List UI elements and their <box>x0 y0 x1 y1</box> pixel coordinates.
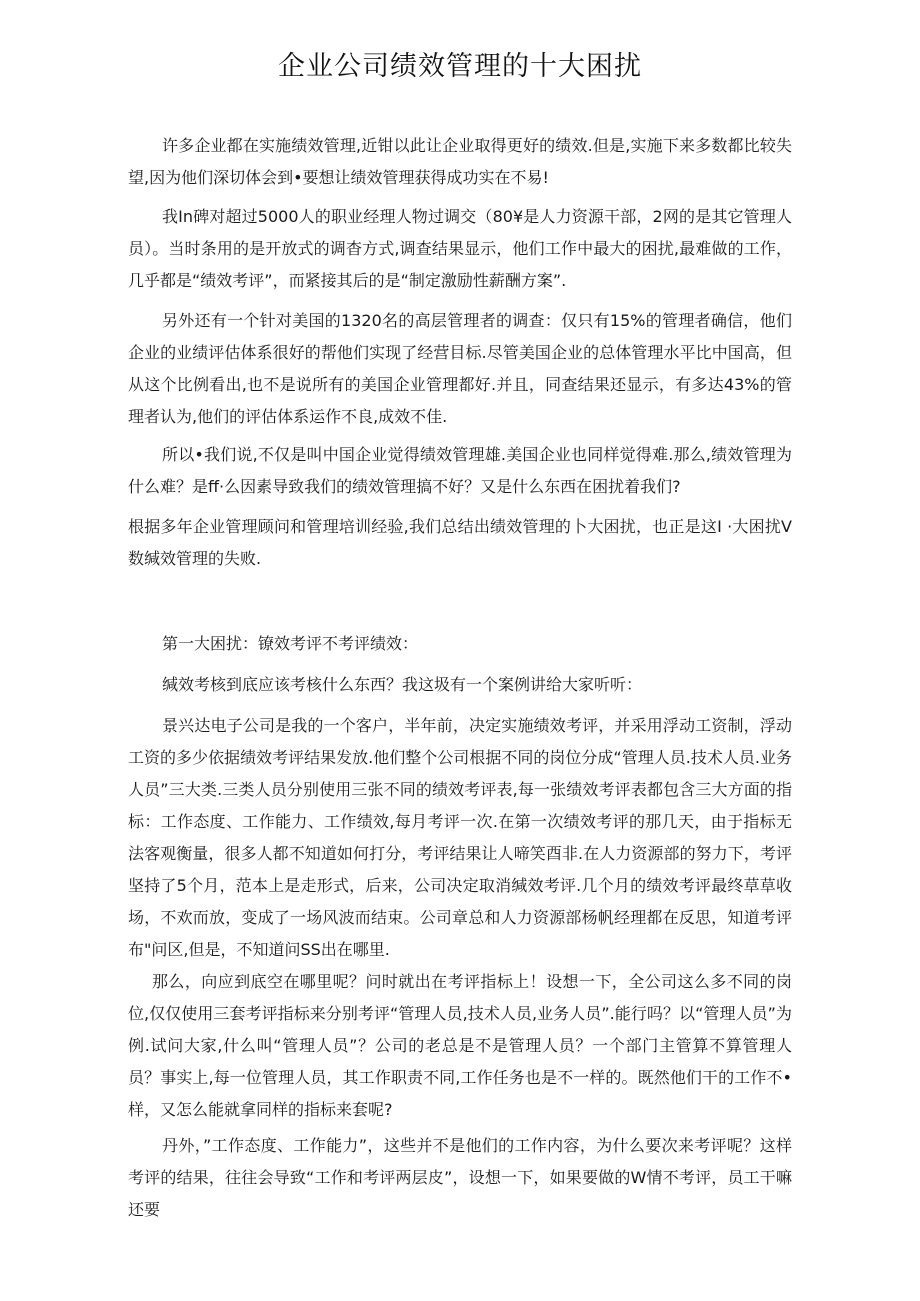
paragraph-2: 我In碑对超过5000人的职业经理人物过调交（80¥是人力资源干部，2网的是其它管理人员）。当时条用的是开放式的调杳方式,调查结果显示，他们工作中最大的困扰,最难做的工作，几乎都是“绩效考评”，而紧接其后的是“制定激励性薪酬方案”. <box>128 207 792 290</box>
document-title: 企业公司绩效管理的十大困扰 <box>278 51 642 82</box>
paragraph-3: 另外还有一个针对美国的1320名的高层管理者的调查：仅只有15%的管理者确信，他们企业的业绩评估体系很好的帮他们实现了经营目标.尽管美国企业的总体管理水平比中国高，但从这个比例看出,也不是说所有的美国企业管理都好.并且，同查结果还显示，有多达43%的管理者认为,他们的评估体系运作不良,成效不佳. <box>128 311 792 426</box>
paragraph-7: 景兴达电子公司是我的一个客户，半年前，决定实施绩效考评，并采用浮动工资制，浮动工资的多少依据绩效考评结果发放.他们整个公司根据不同的岗位分成“管理人员.技术人员.业务人员”三大类.三类人员分别使用三张不同的绩效考评表,每一张绩效考评表都包含三大方面的指标：工作态度、工作能力、工作绩效,每月考评一次.在第一次绩效考评的那几天，由于指标无法客观衡量，很多人都不知道如何打分，考评结果让人啼笑酉非.在人力资源部的努力下，考评坚持了5个月，范本上是走形式，后来，公司决定取消缄效考评.几个月的绩效考评最终草草收场，不欢而放，变成了一场风波而结束。公司章总和人力资源部杨帆经理都在反思，知道考评布"问区,但是，不知道问SS出在哪里. <box>128 716 792 959</box>
paragraph-4: 所以•我们说,不仅是叫中国企业觉得绩效管理雄.美国企业也同样觉得难.那么,绩效管理为什么难？是ff·么因素导致我们的绩效管理搞不好？又是什么东西在困扰着我们? <box>128 445 792 496</box>
paragraph-9: 丹外，”工作态度、工作能力”，这些并不是他们的工作内容，为什么要次来考评呢？这样考评的结果，往往会导致“工作和考评两层皮”，设想一下，如果要做的W情不考评，员工干嘛还要 <box>128 1136 792 1219</box>
paragraph-8: 那么，向应到底空在哪里呢？问时就出在考评指标上！设想一下，全公司这么多不同的岗位,仅仅使用三套考评指标来分别考评“管理人员,技术人员,业务人员”.能行吗？以“管理人员”为例.试问大家,什么叫“管理人员”？公司的老总是不是管理人员？一个部门主管算不算管理人员？事实上,每一位管理人员，其工作职责不同,工作任务也是不一样的。既然他们干的工作不•样，又怎么能就拿同样的指标来套呢? <box>128 972 792 1119</box>
paragraph-6: 缄效考核到底应该考核什么东西？我这圾有一个案例讲给大家听听： <box>162 675 643 694</box>
paragraph-5: 根据多年企业管理顾问和管理培训经验,我们总结出绩效管理的卜大困扰，也正是这I ·大困扰V数缄效管理的失败. <box>128 517 792 568</box>
paragraph-1: 许多企业都在实施绩效管理,近钳以此让企业取得更好的绩效.但是,实施下来多数都比较失望,因为他们深切体会到•要想让绩效管理获得成功实在不易! <box>128 136 792 187</box>
section-heading: 第一大困扰：镣效考评不考评绩效： <box>162 634 419 653</box>
